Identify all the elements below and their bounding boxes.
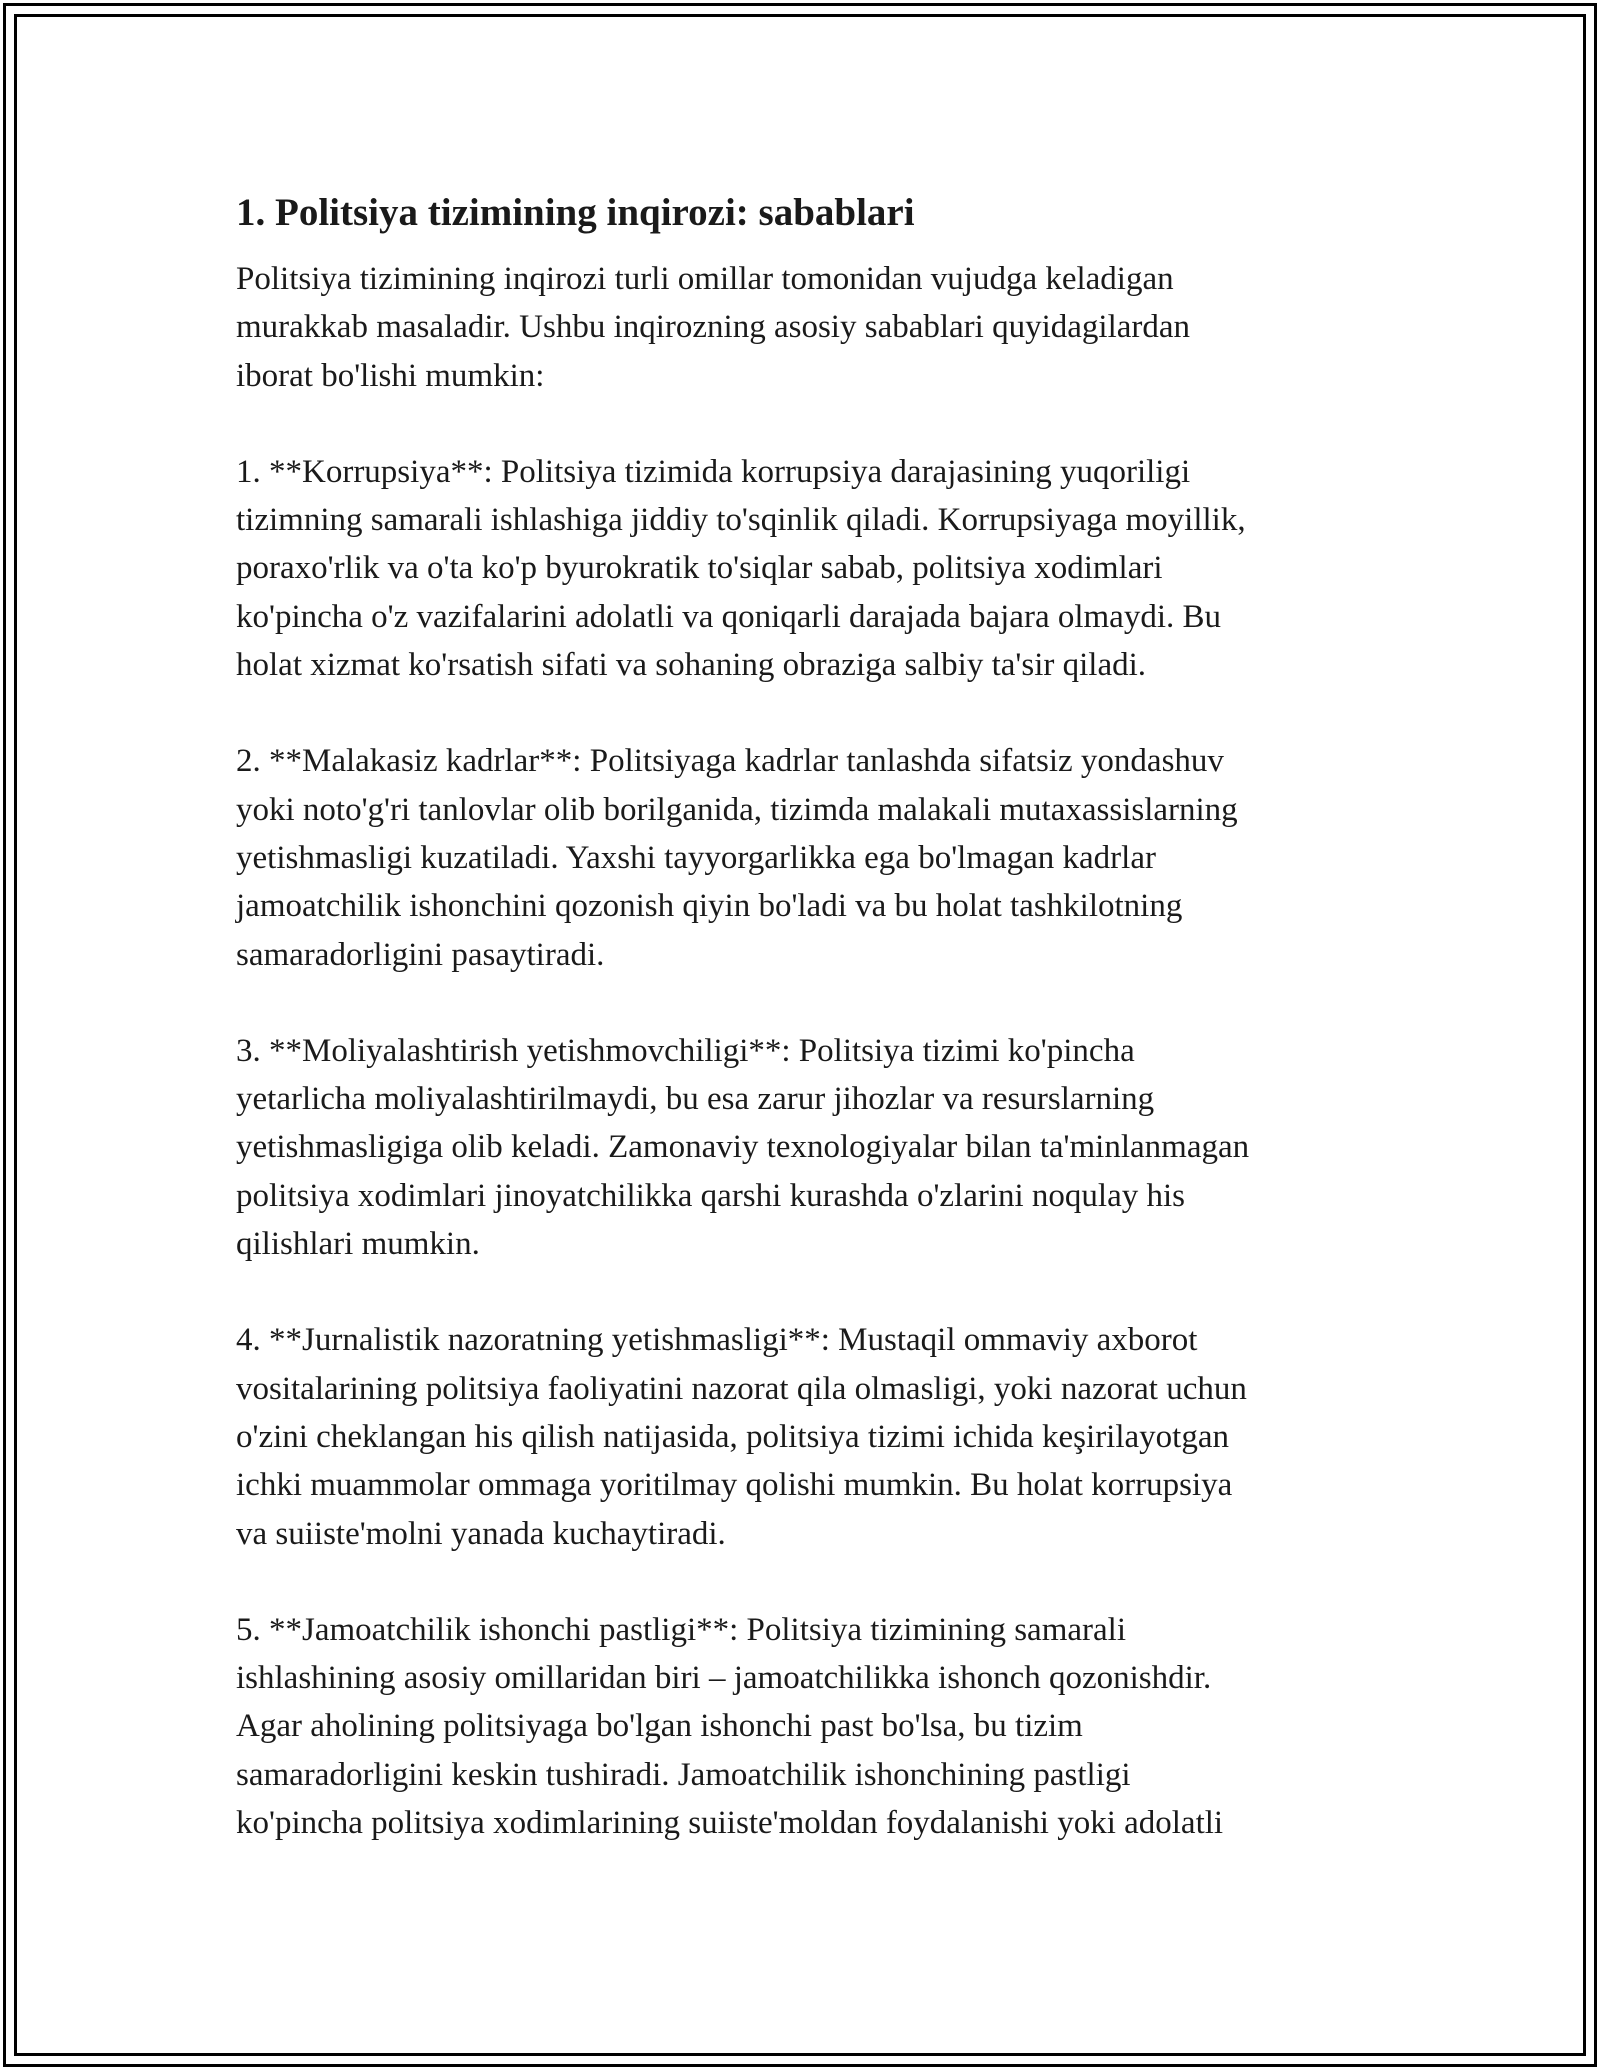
paragraph-moliyalashtirish: 3. **Moliyalashtirish yetishmovchiligi**: Politsiya tizimi ko'pincha yetarlicha moliyalashtirilmaydi, bu esa zarur jihozlar va resurslarning yetishmasligiga olib keladi. Zamonaviy texnologiyalar bilan ta'minlanmagan politsiya xodimlari jinoyatchilikka qarshi kurashda o'zlarini noqulay his qilishlari mumkin. bbox=[236, 1032, 1250, 1263]
paragraph-jurnalistik-nazorat: 4. **Jurnalistik nazoratning yetishmasligi**: Mustaqil ommaviy axborot vositalarining politsiya faoliyatini nazorat qila olmasligi, yoki nazorat uchun o'zini cheklangan his qilish natijasida, politsiya tizimi ichida keşirilayotgan ichki muammolar ommaga yoritilmay qolishi mumkin. Bu holat korrupsiya va suiiste'molni yanada kuchaytiradi. bbox=[236, 1322, 1247, 1552]
document-body bbox=[236, 185, 1376, 1847]
section-heading: 1. Politsiya tizimining inqirozi: sabablari bbox=[236, 191, 915, 234]
intro-paragraph: Politsiya tizimining inqirozi turli omillar tomonidan vujudga keladigan murakkab masaladir. Ushbu inqirozning asosiy sabablari quyidagilardan iborat bo'lishi mumkin: bbox=[236, 261, 1191, 394]
paragraph-jamoatchilik-ishonchi: 5. **Jamoatchilik ishonchi pastligi**: Politsiya tizimining samarali ishlashining asosiy omillaridan biri – jamoatchilikka ishonch qozonishdir. Agar aholining politsiyaga bo'lgan ishonchi past bo'lsa, bu tizim samaradorligini keskin tushiradi. Jamoatchilik ishonchining pastligi ko'pincha politsiya xodimlarining suiiste'moldan foydalanishi yoki adolatli bbox=[236, 1611, 1224, 1842]
paragraph-malakasiz-kadrlar: 2. **Malakasiz kadrlar**: Politsiyaga kadrlar tanlashda sifatsiz yondashuv yoki noto'g'ri tanlovlar olib borilganida, tizimda malakali mutaxassislarning yetishmasligi kuzatiladi. Yaxshi tayyorgarlikka ega bo'lmagan kadrlar jamoatchilik ishonchini qozonish qiyin bo'ladi va bu holat tashkilotning samaradorligini pasaytiradi. bbox=[236, 743, 1238, 973]
paragraph-korrupsiya: 1. **Korrupsiya**: Politsiya tizimida korrupsiya darajasining yuqoriligi tizimning samarali ishlashiga jiddiy to'sqinlik qiladi. Korrupsiyaga moyillik, poraxo'rlik va o'ta ko'p byurokratik to'siqlar sabab, politsiya xodimlari ko'pincha o'z vazifalarini adolatli va qoniqarli darajada bajara olmaydi. Bu holat xizmat ko'rsatish sifati va sohaning obraziga salbiy ta'sir qiladi. bbox=[236, 453, 1246, 684]
